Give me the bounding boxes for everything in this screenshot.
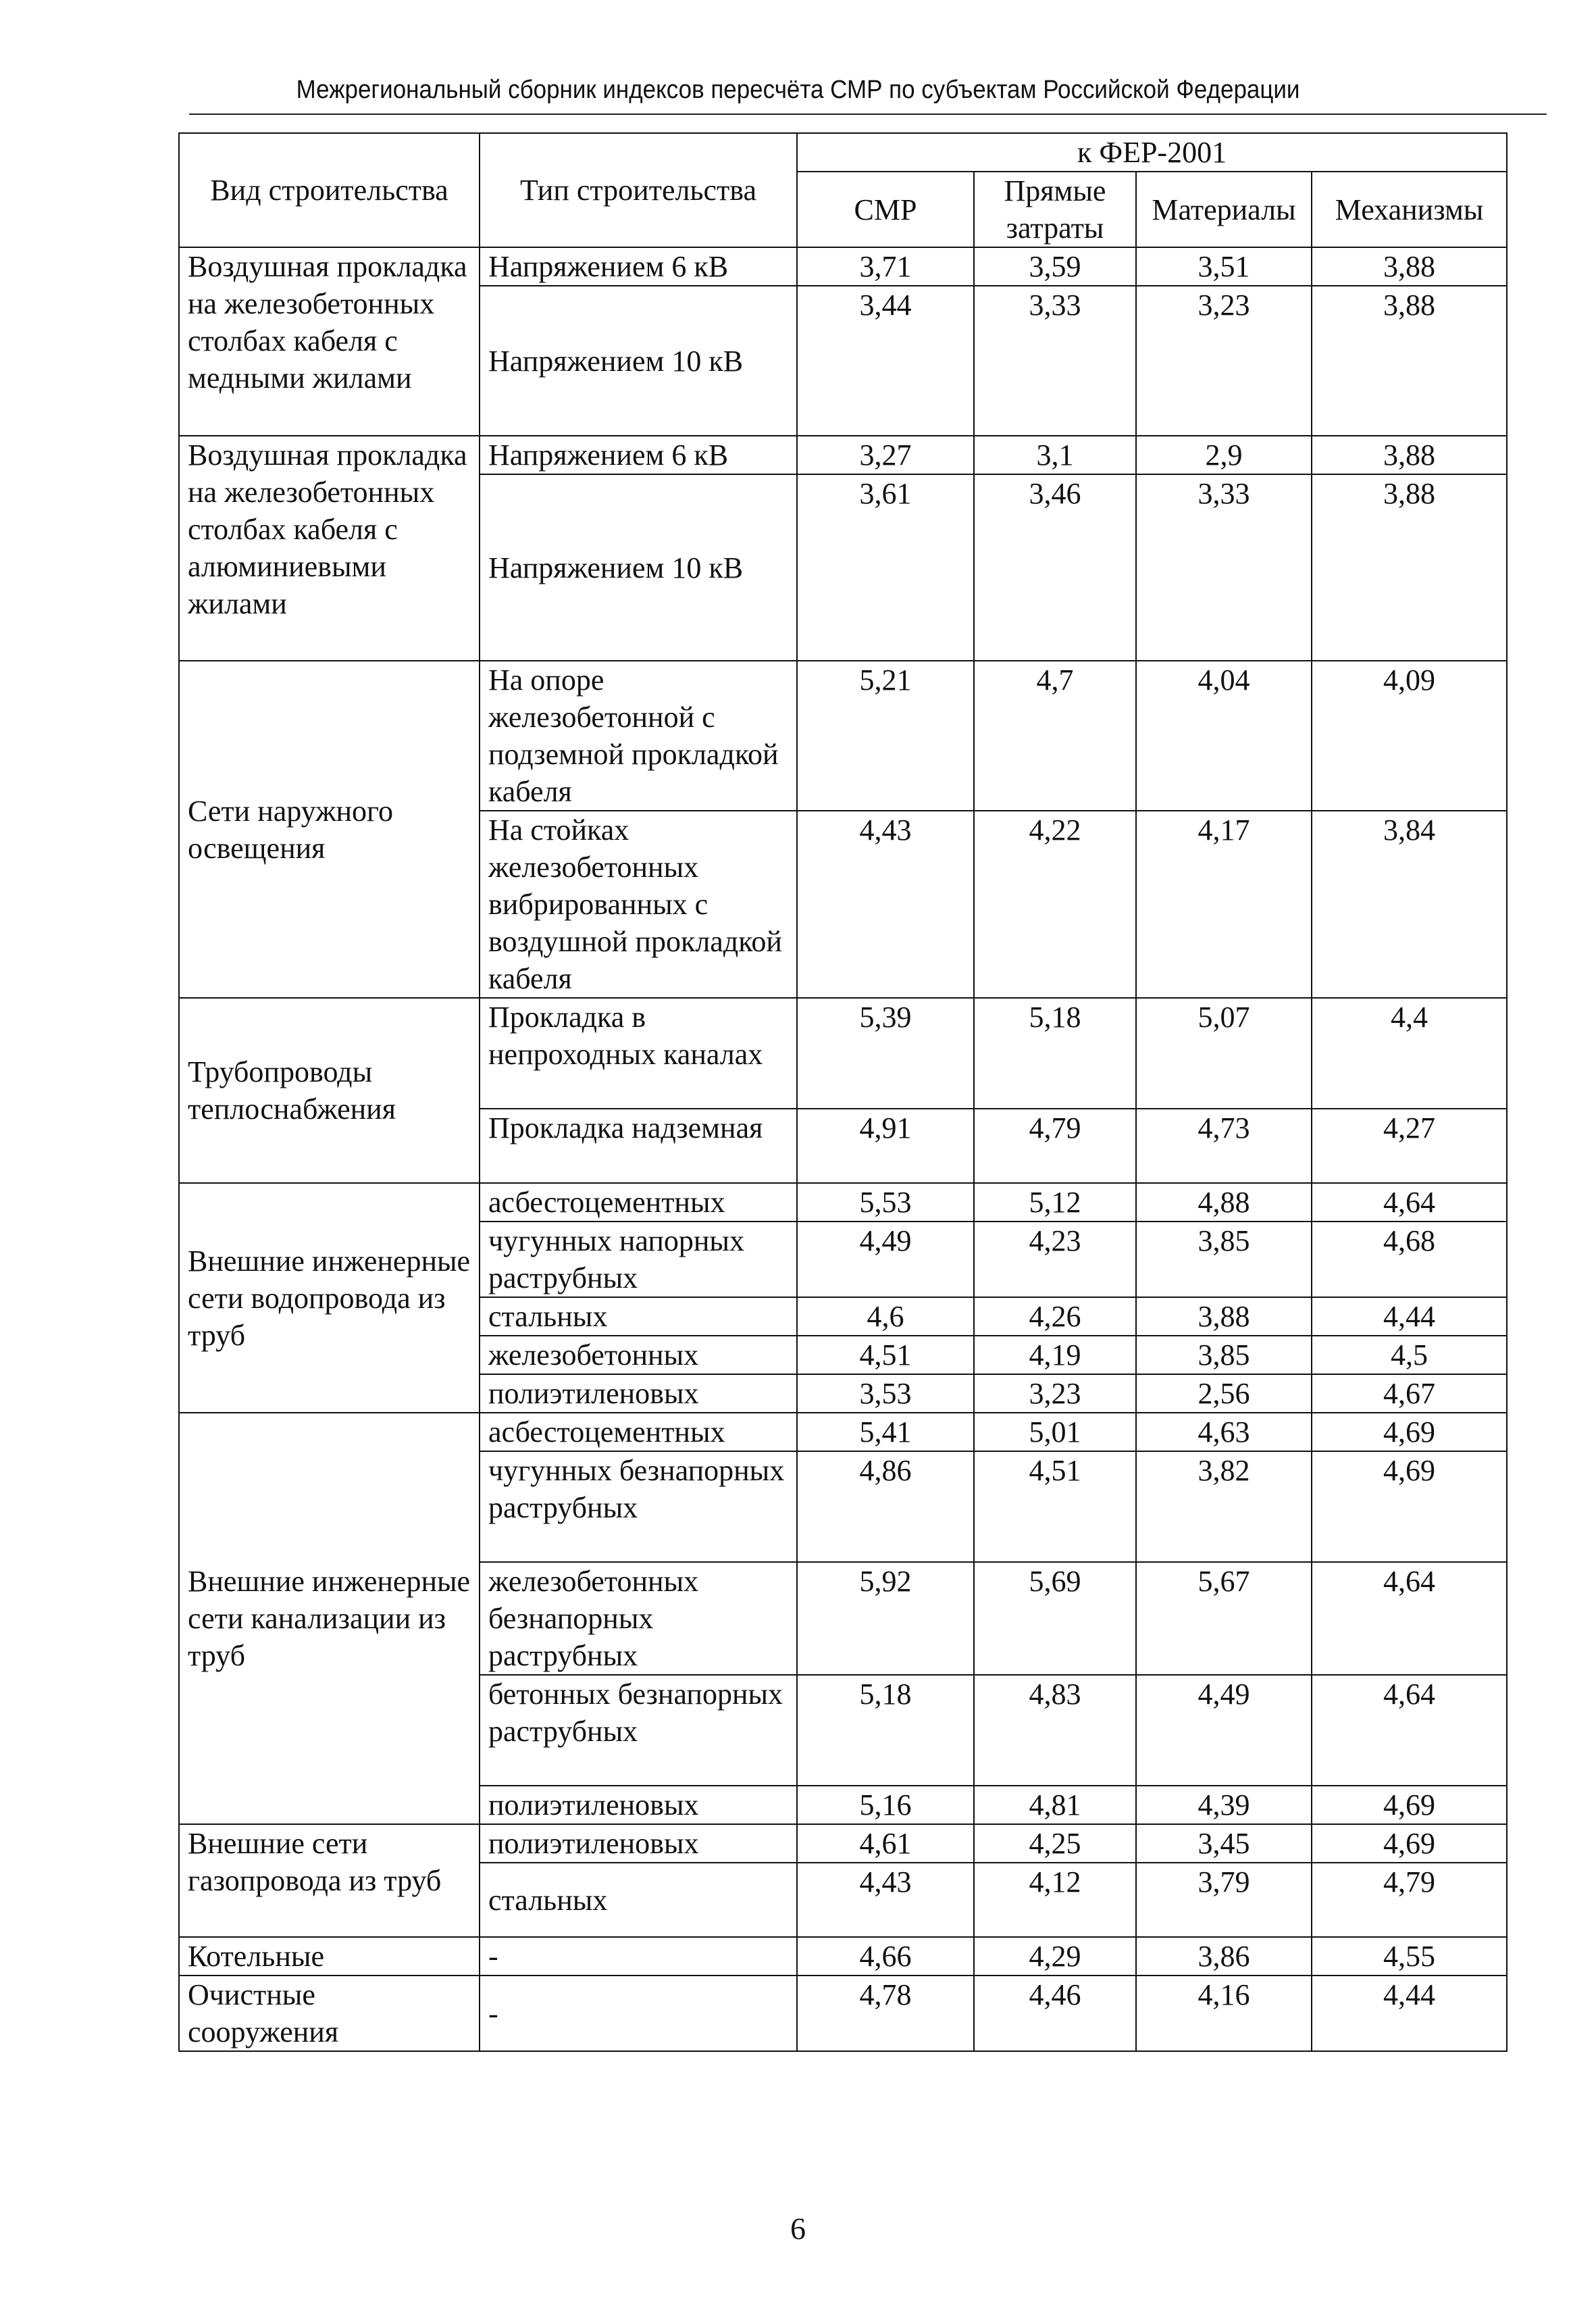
materialy-value: 5,07 — [1136, 998, 1312, 1109]
mehanizmy-value: 4,55 — [1312, 1937, 1507, 1976]
construction-category: Воздушная прокладка на железобетонных столбах кабеля с алюминиевыми жилами — [179, 436, 480, 661]
materialy-value: 3,33 — [1136, 474, 1312, 661]
construction-type: Прокладка надземная — [480, 1109, 797, 1183]
table-body — [179, 247, 1507, 2051]
construction-type: Напряжением 6 кВ — [480, 436, 797, 474]
materialy-value: 4,63 — [1136, 1413, 1312, 1451]
table-row — [179, 247, 1507, 286]
mehanizmy-value: 3,88 — [1312, 436, 1507, 474]
smr-value: 5,39 — [797, 998, 974, 1109]
smr-value: 4,86 — [797, 1451, 974, 1562]
table-header — [179, 133, 1507, 247]
pryamye-zatraty-value: 5,12 — [974, 1183, 1136, 1222]
smr-value: 5,18 — [797, 1675, 974, 1786]
materialy-value: 4,16 — [1136, 1976, 1312, 2051]
smr-value: 4,78 — [797, 1976, 974, 2051]
construction-category: Сети наружного освещения — [179, 661, 480, 998]
header-fer-2001: к ФЕР-2001 — [797, 133, 1507, 172]
pryamye-zatraty-value: 4,26 — [974, 1297, 1136, 1336]
pryamye-zatraty-value: 3,1 — [974, 436, 1136, 474]
smr-value: 5,92 — [797, 1562, 974, 1675]
index-table — [178, 132, 1508, 2052]
smr-value: 3,71 — [797, 247, 974, 286]
pryamye-zatraty-value: 4,12 — [974, 1863, 1136, 1937]
construction-category: Очистные сооружения — [179, 1976, 480, 2051]
smr-value: 3,53 — [797, 1374, 974, 1413]
materialy-value: 3,51 — [1136, 247, 1312, 286]
smr-value: 3,61 — [797, 474, 974, 661]
pryamye-zatraty-value: 4,25 — [974, 1824, 1136, 1863]
smr-value: 5,16 — [797, 1786, 974, 1824]
mehanizmy-value: 4,44 — [1312, 1297, 1507, 1336]
table-row — [179, 661, 1507, 811]
smr-value: 3,27 — [797, 436, 974, 474]
mehanizmy-value: 4,64 — [1312, 1675, 1507, 1786]
construction-category: Внешние инженерные сети водопровода из труб — [179, 1183, 480, 1413]
mehanizmy-value: 4,27 — [1312, 1109, 1507, 1183]
table-row — [179, 1976, 1507, 2051]
pryamye-zatraty-value: 5,18 — [974, 998, 1136, 1109]
mehanizmy-value: 3,88 — [1312, 286, 1507, 436]
materialy-value: 4,17 — [1136, 811, 1312, 998]
construction-type: На стойках железобетонных вибрированных с воздушной прокладкой кабеля — [480, 811, 797, 998]
materialy-value: 4,88 — [1136, 1183, 1312, 1222]
materialy-value: 3,45 — [1136, 1824, 1312, 1863]
construction-type: асбестоцементных — [480, 1183, 797, 1222]
header-tip-stroitelstva: Тип строительства — [480, 133, 797, 247]
smr-value: 5,53 — [797, 1183, 974, 1222]
materialy-value: 2,56 — [1136, 1374, 1312, 1413]
pryamye-zatraty-value: 4,83 — [974, 1675, 1136, 1786]
construction-category: Внешние сети газопровода из труб — [179, 1824, 480, 1937]
smr-value: 4,49 — [797, 1222, 974, 1297]
pryamye-zatraty-value: 5,69 — [974, 1562, 1136, 1675]
construction-category: Трубопроводы теплоснабжения — [179, 998, 480, 1183]
pryamye-zatraty-value: 4,23 — [974, 1222, 1136, 1297]
construction-type: стальных — [480, 1863, 797, 1937]
construction-category: Внешние инженерные сети канализации из труб — [179, 1413, 480, 1824]
materialy-value: 3,85 — [1136, 1336, 1312, 1374]
header-smr: СМР — [797, 172, 974, 247]
construction-type: полиэтиленовых — [480, 1374, 797, 1413]
table-row — [179, 436, 1507, 474]
pryamye-zatraty-value: 4,19 — [974, 1336, 1136, 1374]
smr-value: 4,43 — [797, 1863, 974, 1937]
smr-value: 4,6 — [797, 1297, 974, 1336]
header-mehanizmy: Механизмы — [1312, 172, 1507, 247]
mehanizmy-value: 3,88 — [1312, 247, 1507, 286]
construction-category: Воздушная прокладка на железобетонных столбах кабеля с медными жилами — [179, 247, 480, 436]
mehanizmy-value: 3,84 — [1312, 811, 1507, 998]
pryamye-zatraty-value: 3,23 — [974, 1374, 1136, 1413]
smr-value: 3,44 — [797, 286, 974, 436]
materialy-value: 4,04 — [1136, 661, 1312, 811]
construction-type: железобетонных — [480, 1336, 797, 1374]
header-materialy: Материалы — [1136, 172, 1312, 247]
materialy-value: 3,79 — [1136, 1863, 1312, 1937]
smr-value: 4,61 — [797, 1824, 974, 1863]
pryamye-zatraty-value: 4,7 — [974, 661, 1136, 811]
mehanizmy-value: 4,69 — [1312, 1451, 1507, 1562]
mehanizmy-value: 4,44 — [1312, 1976, 1507, 2051]
mehanizmy-value: 4,69 — [1312, 1786, 1507, 1824]
pryamye-zatraty-value: 5,01 — [974, 1413, 1136, 1451]
pryamye-zatraty-value: 3,46 — [974, 474, 1136, 661]
mehanizmy-value: 4,68 — [1312, 1222, 1507, 1297]
smr-value: 5,41 — [797, 1413, 974, 1451]
construction-type: Прокладка в непроходных каналах — [480, 998, 797, 1109]
materialy-value: 3,85 — [1136, 1222, 1312, 1297]
smr-value: 4,43 — [797, 811, 974, 998]
table-row — [179, 1824, 1507, 1863]
smr-value: 5,21 — [797, 661, 974, 811]
smr-value: 4,66 — [797, 1937, 974, 1976]
materialy-value: 4,39 — [1136, 1786, 1312, 1824]
mehanizmy-value: 4,67 — [1312, 1374, 1507, 1413]
mehanizmy-value: 4,69 — [1312, 1413, 1507, 1451]
construction-type: - — [480, 1976, 797, 2051]
materialy-value: 3,82 — [1136, 1451, 1312, 1562]
pryamye-zatraty-value: 4,81 — [974, 1786, 1136, 1824]
mehanizmy-value: 4,64 — [1312, 1183, 1507, 1222]
materialy-value: 4,73 — [1136, 1109, 1312, 1183]
mehanizmy-value: 4,64 — [1312, 1562, 1507, 1675]
pryamye-zatraty-value: 4,46 — [974, 1976, 1136, 2051]
table-row — [179, 998, 1507, 1109]
construction-type: - — [480, 1937, 797, 1976]
mehanizmy-value: 4,4 — [1312, 998, 1507, 1109]
mehanizmy-value: 4,69 — [1312, 1824, 1507, 1863]
mehanizmy-value: 3,88 — [1312, 474, 1507, 661]
materialy-value: 3,23 — [1136, 286, 1312, 436]
construction-type: бетонных безнапорных раструбных — [480, 1675, 797, 1786]
materialy-value: 3,88 — [1136, 1297, 1312, 1336]
smr-value: 4,91 — [797, 1109, 974, 1183]
construction-type: На опоре железобетонной с подземной прокладкой кабеля — [480, 661, 797, 811]
materialy-value: 4,49 — [1136, 1675, 1312, 1786]
construction-type: Напряжением 6 кВ — [480, 247, 797, 286]
pryamye-zatraty-value: 3,33 — [974, 286, 1136, 436]
mehanizmy-value: 4,79 — [1312, 1863, 1507, 1937]
table-row — [179, 1183, 1507, 1222]
construction-type: стальных — [480, 1297, 797, 1336]
construction-type: полиэтиленовых — [480, 1824, 797, 1863]
pryamye-zatraty-value: 4,51 — [974, 1451, 1136, 1562]
mehanizmy-value: 4,5 — [1312, 1336, 1507, 1374]
construction-type: асбестоцементных — [480, 1413, 797, 1451]
construction-type: чугунных напорных раструбных — [480, 1222, 797, 1297]
construction-type: Напряжением 10 кВ — [480, 286, 797, 436]
pryamye-zatraty-value: 3,59 — [974, 247, 1136, 286]
header-rule — [189, 114, 1547, 115]
construction-type: железобетонных безнапорных раструбных — [480, 1562, 797, 1675]
smr-value: 4,51 — [797, 1336, 974, 1374]
materialy-value: 2,9 — [1136, 436, 1312, 474]
pryamye-zatraty-value: 4,22 — [974, 811, 1136, 998]
construction-category: Котельные — [179, 1937, 480, 1976]
mehanizmy-value: 4,09 — [1312, 661, 1507, 811]
pryamye-zatraty-value: 4,79 — [974, 1109, 1136, 1183]
construction-type: полиэтиленовых — [480, 1786, 797, 1824]
construction-type: чугунных безнапорных раструбных — [480, 1451, 797, 1562]
materialy-value: 5,67 — [1136, 1562, 1312, 1675]
header-vid-stroitelstva: Вид строительства — [179, 133, 480, 247]
table-row — [179, 1413, 1507, 1451]
construction-type: Напряжением 10 кВ — [480, 474, 797, 661]
page-header-title: Межрегиональный сборник индексов пересчёта СМР по субъектам Российской Федерации — [296, 76, 1300, 104]
table-row — [179, 1937, 1507, 1976]
header-pryamye-zatraty: Прямые затраты — [974, 172, 1136, 247]
pryamye-zatraty-value: 4,29 — [974, 1937, 1136, 1976]
page-number: 6 — [790, 2211, 806, 2246]
materialy-value: 3,86 — [1136, 1937, 1312, 1976]
